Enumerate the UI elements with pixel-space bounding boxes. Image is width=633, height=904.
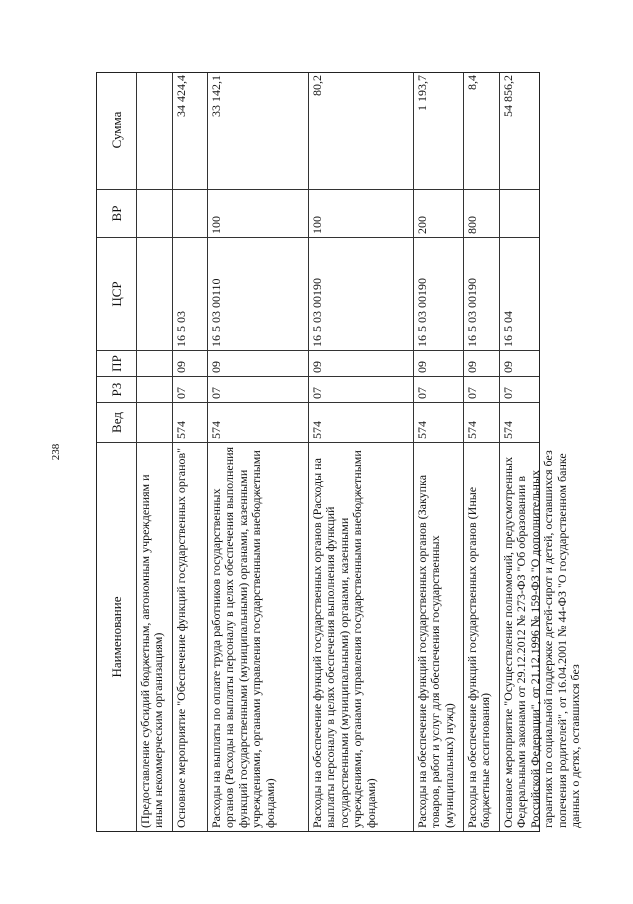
row-rz: 07 <box>208 376 308 402</box>
row-rz: 07 <box>173 376 207 402</box>
row-name: Основное мероприятие "Обеспечение функций государственных органов" <box>173 442 207 831</box>
row-csr: 16 5 04 <box>500 237 539 350</box>
table-row <box>137 73 173 831</box>
table-row <box>173 73 208 831</box>
header-name: Наименование <box>97 442 136 831</box>
row-pr: 09 <box>464 350 499 376</box>
header-ved: Вед <box>97 402 136 442</box>
row-name: Расходы на обеспечение функций государственных органов (Иные бюджетные ассигнования) <box>464 442 499 831</box>
row-vr: 100 <box>208 189 308 237</box>
row-vr: 200 <box>414 189 463 237</box>
header-rz: РЗ <box>97 376 136 402</box>
row-name: Основное мероприятие "Осуществление полномочий, предусмотренных Федеральными законами от 29.12.2012 № 273-ФЗ "Об образовании в Российской Федерации", от 21.12.1996 № 159-ФЗ "О дополнительных гарантиях по социальной поддержке детей-сирот и детей, оставшихся без попечения родителей", от 16.04.2001 № 44-ФЗ "О государственном банке данных о детях, оставшихся без <box>500 442 539 831</box>
row-ved: 574 <box>208 402 308 442</box>
row-sum <box>137 71 172 189</box>
row-rz: 07 <box>464 376 499 402</box>
row-rz: 07 <box>500 376 539 402</box>
header-csr: ЦСР <box>97 237 136 350</box>
header-pr: ПР <box>97 350 136 376</box>
row-pr: 09 <box>414 350 463 376</box>
row-vr <box>500 189 539 237</box>
row-csr: 16 5 03 00190 <box>309 237 413 350</box>
row-csr: 16 5 03 00190 <box>464 237 499 350</box>
row-sum: 33 142,1 <box>209 75 223 117</box>
row-sum: 34 424,4 <box>174 75 188 117</box>
row-sum: 54 856,2 <box>501 75 515 117</box>
row-name: (Предоставление субсидий бюджетным, автономным учреждениям и иным некоммерческим организациям) <box>137 442 172 831</box>
budget-table <box>96 72 583 832</box>
row-pr: 09 <box>500 350 539 376</box>
table-row <box>208 73 309 831</box>
row-csr: 16 5 03 00190 <box>414 237 463 350</box>
row-rz: 07 <box>414 376 463 402</box>
row-vr <box>137 189 172 237</box>
header-sum: Сумма <box>108 111 124 149</box>
row-name: Расходы на обеспечение функций государственных органов (Закупка товаров, работ и услуг для обеспечения государственных (муниципальных) нужд) <box>414 442 463 831</box>
row-vr: 800 <box>464 189 499 237</box>
row-sum: 8,4 <box>465 75 479 90</box>
row-ved: 574 <box>464 402 499 442</box>
row-name: Расходы на обеспечение функций государственных органов (Расходы на выплаты персоналу в целях обеспечения выполнения функций государственными (муниципальными) органами, казенными учреждениями, органами управления государственными внебюджетными фондами) <box>309 442 413 831</box>
row-sum: 1 193,7 <box>415 75 429 111</box>
table-header-row <box>97 73 137 831</box>
row-pr: 09 <box>208 350 308 376</box>
row-sum: 80,2 <box>310 75 324 96</box>
row-csr: 16 5 03 00110 <box>208 237 308 350</box>
table-row <box>500 73 583 831</box>
row-ved: 574 <box>500 402 539 442</box>
row-vr: 100 <box>309 189 413 237</box>
row-csr <box>137 237 172 350</box>
row-vr <box>173 189 207 237</box>
row-pr: 09 <box>309 350 413 376</box>
page-number: 238 <box>50 443 62 461</box>
row-rz <box>137 376 172 402</box>
header-vr: ВР <box>97 189 136 237</box>
row-rz: 07 <box>309 376 413 402</box>
row-csr: 16 5 03 <box>173 237 207 350</box>
table-row <box>464 73 500 831</box>
row-ved <box>137 402 172 442</box>
row-ved: 574 <box>309 402 413 442</box>
row-name: Расходы на выплаты по оплате труда работников государственных органов (Расходы на выплаты персоналу в целях обеспечения выполнения функций государственными (муниципальными) органами, казенными учреждениями, органами управления государственными внебюджетными фондами) <box>208 442 308 831</box>
row-ved: 574 <box>414 402 463 442</box>
table-row <box>414 73 464 831</box>
row-pr <box>137 350 172 376</box>
row-ved: 574 <box>173 402 207 442</box>
row-pr: 09 <box>173 350 207 376</box>
table-row <box>309 73 414 831</box>
